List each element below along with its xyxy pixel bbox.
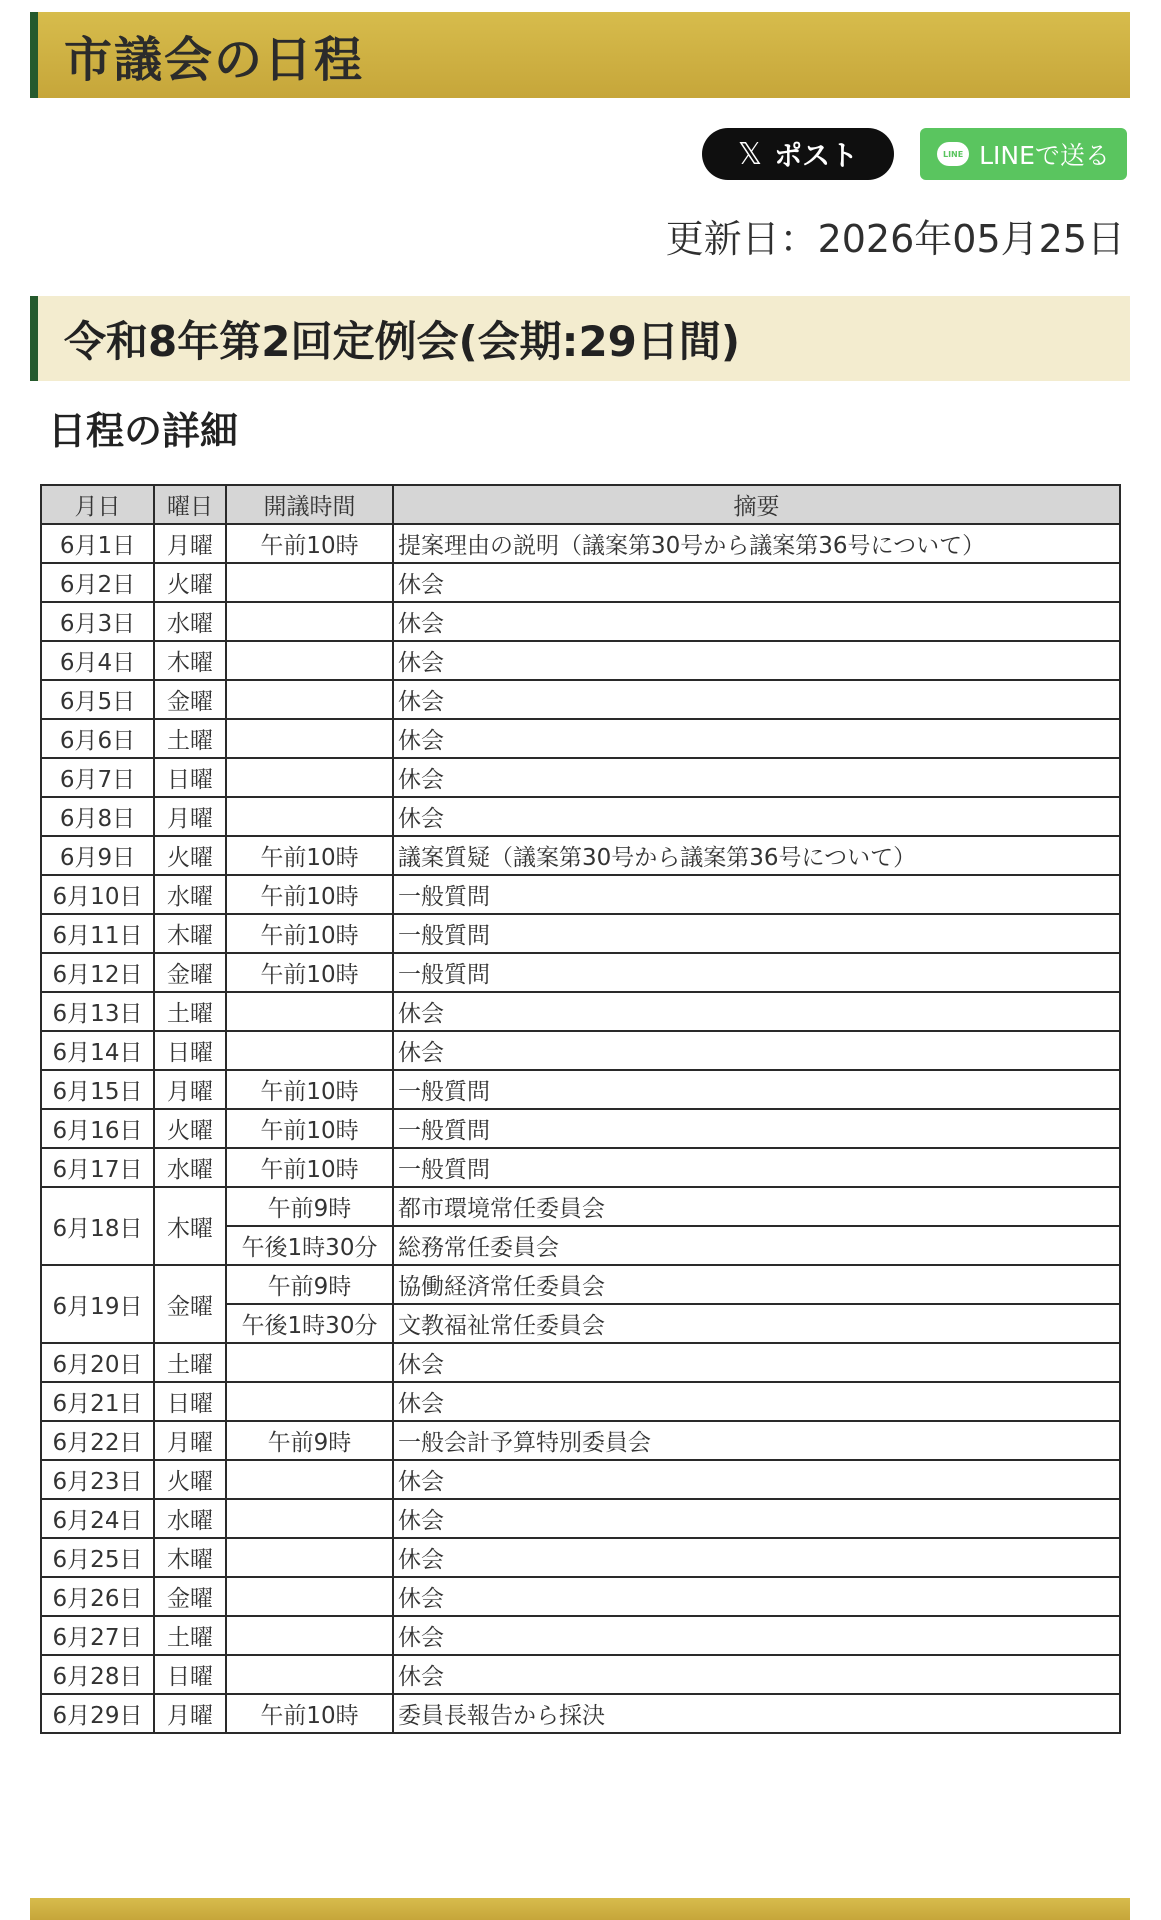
- table-row: [41, 992, 1120, 1031]
- cell-summary: 一般会計予算特別委員会: [393, 1421, 1120, 1460]
- cell-time: 午後1時30分: [226, 1226, 393, 1265]
- cell-date: 6月3日: [41, 602, 154, 641]
- cell-time: 午前9時: [226, 1421, 393, 1460]
- line-logo-icon: LINE: [937, 142, 969, 166]
- cell-summary: 休会: [393, 602, 1120, 641]
- cell-time: 午前9時: [226, 1265, 393, 1304]
- cell-date: 6月27日: [41, 1616, 154, 1655]
- cell-summary: 休会: [393, 1616, 1120, 1655]
- table-row: [41, 1343, 1120, 1382]
- cell-day: 金曜: [154, 1577, 226, 1616]
- cell-day: 日曜: [154, 1655, 226, 1694]
- table-row: [41, 875, 1120, 914]
- header-day: 曜日: [154, 485, 226, 524]
- schedule-body: [41, 524, 1120, 1733]
- cell-day: 日曜: [154, 1031, 226, 1070]
- cell-date: 6月22日: [41, 1421, 154, 1460]
- table-row: [41, 602, 1120, 641]
- header-date: 月日: [41, 485, 154, 524]
- cell-day: 金曜: [154, 1265, 226, 1343]
- table-row: [41, 1694, 1120, 1733]
- table-row: [41, 1031, 1120, 1070]
- cell-summary: 一般質問: [393, 1070, 1120, 1109]
- cell-date: 6月15日: [41, 1070, 154, 1109]
- cell-summary: 休会: [393, 1460, 1120, 1499]
- cell-time: 午前10時: [226, 1109, 393, 1148]
- cell-summary: 休会: [393, 719, 1120, 758]
- cell-day: 木曜: [154, 1187, 226, 1265]
- cell-day: 金曜: [154, 953, 226, 992]
- table-row: [41, 1499, 1120, 1538]
- table-row: [41, 1460, 1120, 1499]
- cell-day: 土曜: [154, 992, 226, 1031]
- cell-summary: 休会: [393, 680, 1120, 719]
- cell-summary: 休会: [393, 1343, 1120, 1382]
- cell-date: 6月10日: [41, 875, 154, 914]
- cell-summary: 休会: [393, 758, 1120, 797]
- cell-time: [226, 563, 393, 602]
- cell-date: 6月12日: [41, 953, 154, 992]
- header-time: 開議時間: [226, 485, 393, 524]
- cell-date: 6月8日: [41, 797, 154, 836]
- cell-summary: 休会: [393, 641, 1120, 680]
- table-row: [41, 1382, 1120, 1421]
- cell-time: 午前10時: [226, 836, 393, 875]
- cell-date: 6月16日: [41, 1109, 154, 1148]
- table-row: [41, 1148, 1120, 1187]
- cell-day: 火曜: [154, 1460, 226, 1499]
- cell-time: 午前10時: [226, 1070, 393, 1109]
- cell-summary: 休会: [393, 1382, 1120, 1421]
- cell-summary: 休会: [393, 797, 1120, 836]
- x-logo-icon: 𝕏: [737, 136, 763, 172]
- cell-summary: 休会: [393, 1499, 1120, 1538]
- cell-day: 日曜: [154, 1382, 226, 1421]
- table-row: [41, 1265, 1120, 1304]
- cell-summary: 文教福祉常任委員会: [393, 1304, 1120, 1343]
- updated-date: 更新日：2026年05月25日: [665, 217, 1125, 261]
- cell-date: 6月26日: [41, 1577, 154, 1616]
- cell-date: 6月23日: [41, 1460, 154, 1499]
- cell-time: 午後1時30分: [226, 1304, 393, 1343]
- cell-day: 木曜: [154, 641, 226, 680]
- cell-time: 午前10時: [226, 953, 393, 992]
- cell-summary: 都市環境常任委員会: [393, 1187, 1120, 1226]
- cell-summary: 休会: [393, 1655, 1120, 1694]
- cell-time: [226, 1577, 393, 1616]
- table-row: [41, 1538, 1120, 1577]
- cell-date: 6月20日: [41, 1343, 154, 1382]
- cell-date: 6月21日: [41, 1382, 154, 1421]
- cell-date: 6月18日: [41, 1187, 154, 1265]
- cell-summary: 休会: [393, 1577, 1120, 1616]
- cell-time: 午前10時: [226, 524, 393, 563]
- cell-date: 6月13日: [41, 992, 154, 1031]
- x-post-button[interactable]: [702, 128, 894, 180]
- schedule-table: [40, 484, 1121, 1734]
- cell-day: 金曜: [154, 680, 226, 719]
- table-row: [41, 758, 1120, 797]
- cell-day: 水曜: [154, 1499, 226, 1538]
- cell-date: 6月28日: [41, 1655, 154, 1694]
- cell-day: 月曜: [154, 1421, 226, 1460]
- cell-time: [226, 1538, 393, 1577]
- cell-day: 土曜: [154, 719, 226, 758]
- cell-time: [226, 1382, 393, 1421]
- cell-date: 6月11日: [41, 914, 154, 953]
- table-row: [41, 1109, 1120, 1148]
- cell-day: 木曜: [154, 914, 226, 953]
- cell-date: 6月19日: [41, 1265, 154, 1343]
- cell-time: [226, 992, 393, 1031]
- table-row: [41, 524, 1120, 563]
- cell-summary: 議案質疑（議案第30号から議案第36号について）: [393, 836, 1120, 875]
- line-share-button[interactable]: [920, 128, 1127, 180]
- table-header-row: [41, 485, 1120, 524]
- table-row: [41, 719, 1120, 758]
- section-title: 令和8年第2回定例会(会期:29日間): [64, 316, 741, 366]
- table-row: [41, 914, 1120, 953]
- schedule-detail-heading: 日程の詳細: [48, 409, 239, 453]
- cell-time: 午前10時: [226, 875, 393, 914]
- cell-summary: 一般質問: [393, 875, 1120, 914]
- cell-date: 6月1日: [41, 524, 154, 563]
- cell-time: 午前10時: [226, 1148, 393, 1187]
- table-row: [41, 1655, 1120, 1694]
- cell-day: 水曜: [154, 875, 226, 914]
- cell-summary: 休会: [393, 992, 1120, 1031]
- cell-day: 水曜: [154, 1148, 226, 1187]
- table-row: [41, 836, 1120, 875]
- table-row: [41, 1421, 1120, 1460]
- cell-time: [226, 1616, 393, 1655]
- section-header: [30, 296, 1130, 381]
- cell-day: 月曜: [154, 797, 226, 836]
- cell-summary: 提案理由の説明（議案第30号から議案第36号について）: [393, 524, 1120, 563]
- cell-time: [226, 641, 393, 680]
- cell-date: 6月29日: [41, 1694, 154, 1733]
- cell-date: 6月17日: [41, 1148, 154, 1187]
- cell-date: 6月4日: [41, 641, 154, 680]
- cell-day: 土曜: [154, 1343, 226, 1382]
- cell-summary: 委員長報告から採決: [393, 1694, 1120, 1733]
- cell-day: 火曜: [154, 563, 226, 602]
- cell-time: [226, 1343, 393, 1382]
- cell-date: 6月9日: [41, 836, 154, 875]
- cell-date: 6月2日: [41, 563, 154, 602]
- cell-day: 月曜: [154, 1694, 226, 1733]
- cell-day: 日曜: [154, 758, 226, 797]
- table-row: [41, 953, 1120, 992]
- cell-summary: 一般質問: [393, 953, 1120, 992]
- cell-time: 午前10時: [226, 914, 393, 953]
- cell-day: 月曜: [154, 524, 226, 563]
- cell-date: 6月14日: [41, 1031, 154, 1070]
- cell-time: [226, 1460, 393, 1499]
- next-section-header-bar: [30, 1898, 1130, 1920]
- cell-time: 午前9時: [226, 1187, 393, 1226]
- cell-time: [226, 1031, 393, 1070]
- cell-summary: 一般質問: [393, 1109, 1120, 1148]
- cell-day: 月曜: [154, 1070, 226, 1109]
- cell-day: 火曜: [154, 836, 226, 875]
- cell-date: 6月25日: [41, 1538, 154, 1577]
- cell-time: [226, 680, 393, 719]
- cell-day: 火曜: [154, 1109, 226, 1148]
- cell-time: 午前10時: [226, 1694, 393, 1733]
- cell-date: 6月6日: [41, 719, 154, 758]
- table-row: [41, 563, 1120, 602]
- cell-date: 6月7日: [41, 758, 154, 797]
- cell-date: 6月24日: [41, 1499, 154, 1538]
- cell-time: [226, 719, 393, 758]
- share-buttons: [702, 128, 1127, 180]
- line-share-label: LINEで送る: [979, 141, 1110, 170]
- cell-day: 水曜: [154, 602, 226, 641]
- table-row: [41, 1577, 1120, 1616]
- cell-date: 6月5日: [41, 680, 154, 719]
- table-row: [41, 1187, 1120, 1226]
- table-row: [41, 641, 1120, 680]
- x-post-label: ポスト: [774, 139, 859, 172]
- cell-summary: 協働経済常任委員会: [393, 1265, 1120, 1304]
- cell-time: [226, 758, 393, 797]
- cell-time: [226, 797, 393, 836]
- table-row: [41, 797, 1120, 836]
- cell-time: [226, 1655, 393, 1694]
- cell-summary: 総務常任委員会: [393, 1226, 1120, 1265]
- page-title: 市議会の日程: [64, 31, 365, 88]
- header-summary: 摘要: [393, 485, 1120, 524]
- cell-summary: 休会: [393, 1538, 1120, 1577]
- cell-time: [226, 602, 393, 641]
- table-row: [41, 680, 1120, 719]
- table-row: [41, 1070, 1120, 1109]
- cell-summary: 休会: [393, 563, 1120, 602]
- cell-summary: 一般質問: [393, 1148, 1120, 1187]
- cell-day: 土曜: [154, 1616, 226, 1655]
- table-row: [41, 1616, 1120, 1655]
- cell-time: [226, 1499, 393, 1538]
- cell-summary: 休会: [393, 1031, 1120, 1070]
- page-header: [30, 12, 1130, 98]
- cell-summary: 一般質問: [393, 914, 1120, 953]
- cell-day: 木曜: [154, 1538, 226, 1577]
